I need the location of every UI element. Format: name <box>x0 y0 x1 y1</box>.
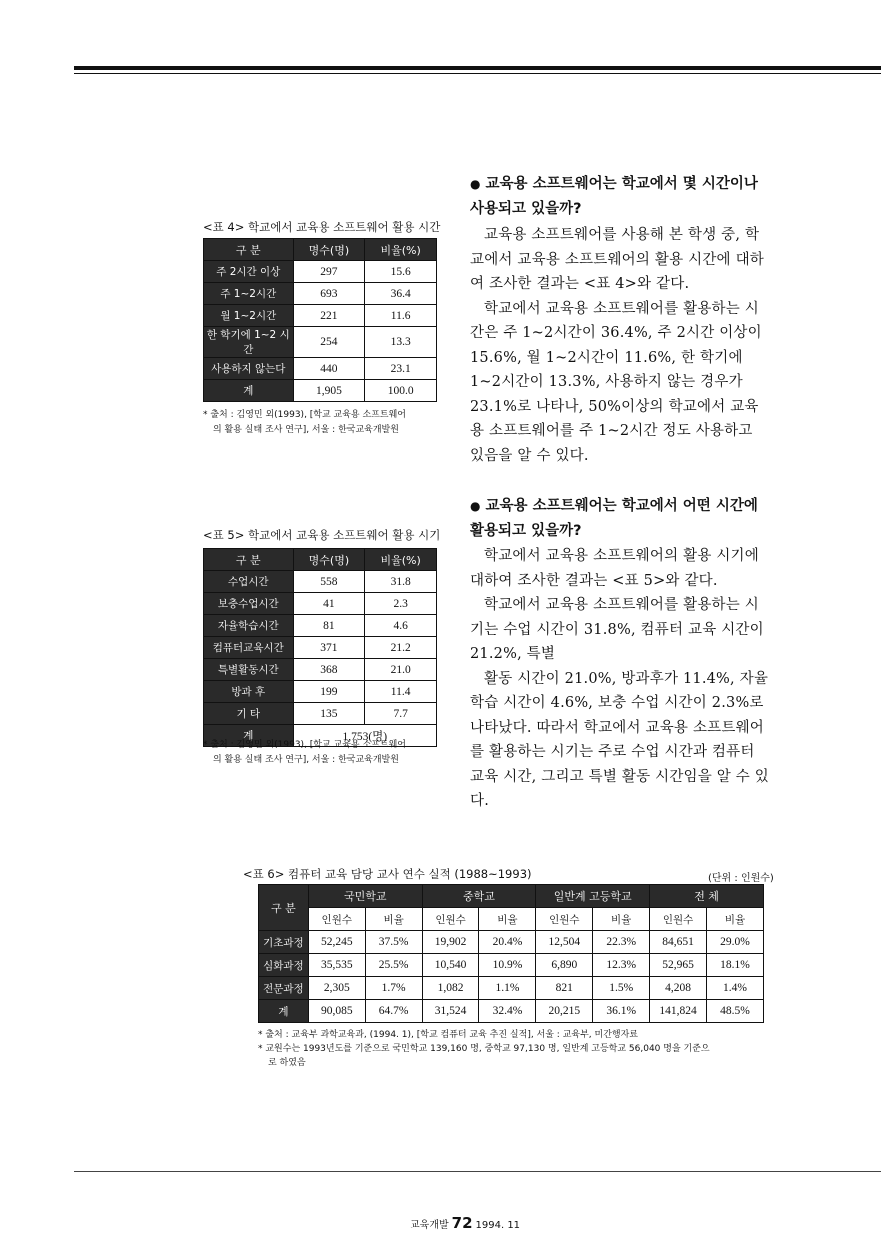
table5-count: 199 <box>293 681 365 703</box>
section1-heading-text: 교육용 소프트웨어는 학교에서 몇 시간이나 사용되고 있을까? <box>470 176 758 217</box>
table-row <box>204 593 437 615</box>
table5-row-label: 방과 후 <box>204 681 294 703</box>
table4-row-label: 한 학기에 1~2 시간 <box>204 327 294 358</box>
table4 <box>203 238 437 402</box>
table6-cell: 36.1% <box>593 1000 650 1023</box>
table4-row-label: 사용하지 않는다 <box>204 358 294 380</box>
table6-cell: 1.5% <box>593 977 650 1000</box>
table6-subheader: 비율 <box>365 908 422 931</box>
table5-source-line: 의 활용 실태 조사 연구], 서울 : 한국교육개발원 <box>213 755 399 765</box>
table6-cell: 1,082 <box>422 977 479 1000</box>
table5-row-label: 기 타 <box>204 703 294 725</box>
table4-header: 구 분 <box>204 239 294 261</box>
table6-cell: 31,524 <box>422 1000 479 1023</box>
table5-pct: 4.6 <box>365 615 437 637</box>
table5-total-label: 계 <box>204 725 294 747</box>
table6-cell: 1.4% <box>707 977 764 1000</box>
table6-cell: 141,824 <box>650 1000 707 1023</box>
table5-header: 구 분 <box>204 549 294 571</box>
paragraph: 활동 시간이 21.0%, 방과후가 11.4%, 자율 학습 시간이 4.6%, 보충 수업 시간이 2.3%로 나타났다. 따라서 학교에서 교육용 소프트웨어를 활용하는 시기는 주로 수업 시간과 컴퓨터 교육 시간, 그리고 특별 활동 시간임을 알 수 있다. <box>470 670 770 809</box>
table6-cell: 32.4% <box>479 1000 536 1023</box>
table4-source-line: * 출처 : 김영민 외(1993), [학교 교육용 소프트웨어 <box>203 410 406 420</box>
table6-cell: 821 <box>536 977 593 1000</box>
table-row <box>204 615 437 637</box>
table-row <box>204 571 437 593</box>
table4-pct: 11.6 <box>365 305 437 327</box>
table4-source <box>203 408 406 438</box>
table6-row-label: 심화과정 <box>259 954 309 977</box>
table6-row-label: 기초과정 <box>259 931 309 954</box>
table6-unit: (단위 : 인원수) <box>708 873 774 884</box>
table4-pct: 100.0 <box>365 380 437 402</box>
table4-pct: 15.6 <box>365 261 437 283</box>
bottom-rule <box>74 1171 881 1172</box>
footer-date: 1994. 11 <box>475 1220 521 1231</box>
table5-count: 81 <box>293 615 365 637</box>
table4-row-label: 주 1~2시간 <box>204 283 294 305</box>
table5-header: 명수(명) <box>293 549 365 571</box>
table5-source <box>203 738 406 768</box>
table6-cell: 84,651 <box>650 931 707 954</box>
table-row <box>259 931 764 954</box>
table4-header-row <box>204 239 437 261</box>
table6-subheader: 비율 <box>707 908 764 931</box>
footer-magazine: 교육개발 <box>410 1220 449 1231</box>
table6-cell: 19,902 <box>422 931 479 954</box>
table6-subheader: 비율 <box>593 908 650 931</box>
table5-row-label: 자율학습시간 <box>204 615 294 637</box>
table6-cell: 20.4% <box>479 931 536 954</box>
table6-cell: 12.3% <box>593 954 650 977</box>
section1-body <box>470 223 770 468</box>
table6-group-header: 일반계 고등학교 <box>536 885 650 908</box>
table5-pct: 21.2 <box>365 637 437 659</box>
bullet-icon: ● <box>470 177 481 191</box>
table6-row-header: 구 분 <box>259 885 309 931</box>
table6-cell: 10,540 <box>422 954 479 977</box>
table5-pct: 21.0 <box>365 659 437 681</box>
table4-pct: 36.4 <box>365 283 437 305</box>
table5 <box>203 548 437 747</box>
table5-pct: 2.3 <box>365 593 437 615</box>
table-row <box>204 283 437 305</box>
table6-cell: 25.5% <box>365 954 422 977</box>
table6-cell: 90,085 <box>308 1000 365 1023</box>
table5-count: 135 <box>293 703 365 725</box>
table6-cell: 12,504 <box>536 931 593 954</box>
table6-cell: 48.5% <box>707 1000 764 1023</box>
table-row <box>204 358 437 380</box>
table6-cell: 64.7% <box>365 1000 422 1023</box>
table4-caption: <표 4> 학교에서 교육용 소프트웨어 활용 시간 <box>203 220 441 234</box>
table5-row-label: 보충수업시간 <box>204 593 294 615</box>
table6-cell: 1.7% <box>365 977 422 1000</box>
table5-row-label: 특별활동시간 <box>204 659 294 681</box>
table6-group-header: 전 체 <box>650 885 764 908</box>
table6-group-header: 중학교 <box>422 885 536 908</box>
table6-note: * 교원수는 1993년도를 기준으로 국민학교 139,160 명, 중학교 97,130 명, 일반계 고등학교 56,040 명을 기준으 <box>258 1044 710 1054</box>
table4-source-line: 의 활용 실태 조사 연구], 서울 : 한국교육개발원 <box>213 425 399 435</box>
table6-group-row <box>259 885 764 908</box>
table-row <box>204 305 437 327</box>
table4-pct: 23.1 <box>365 358 437 380</box>
table-row <box>204 327 437 358</box>
table5-pct: 11.4 <box>365 681 437 703</box>
table6-subheader: 인원수 <box>650 908 707 931</box>
table4-row-label: 주 2시간 이상 <box>204 261 294 283</box>
table6-cell: 20,215 <box>536 1000 593 1023</box>
paragraph: 학교에서 교육용 소프트웨어의 활용 시기에 대하여 조사한 결과는 <표 5>와 같다. <box>470 548 759 589</box>
table6-cell: 22.3% <box>593 931 650 954</box>
table4-count: 440 <box>293 358 365 380</box>
page-number: 72 <box>451 1214 473 1232</box>
section2-heading <box>470 494 770 544</box>
table-row <box>259 1000 764 1023</box>
table6-cell: 18.1% <box>707 954 764 977</box>
table4-row-label: 계 <box>204 380 294 402</box>
table6-note: * 출처 : 교육부 과학교육과, (1994. 1), [학교 컴퓨터 교육 추진 실적], 서울 : 교육부, 미간행자료 <box>258 1030 638 1040</box>
table-row <box>259 954 764 977</box>
table5-count: 41 <box>293 593 365 615</box>
table-row <box>204 659 437 681</box>
table4-count: 1,905 <box>293 380 365 402</box>
table5-count: 558 <box>293 571 365 593</box>
table5-header: 비율(%) <box>365 549 437 571</box>
table5-header-row <box>204 549 437 571</box>
table4-pct: 13.3 <box>365 327 437 358</box>
table4-count: 693 <box>293 283 365 305</box>
table5-count: 371 <box>293 637 365 659</box>
paragraph: 교육용 소프트웨어를 사용해 본 학생 중, 학교에서 교육용 소프트웨어의 활용 시간에 대하여 조사한 결과는 <표 4>와 같다. <box>470 227 764 292</box>
table6-cell: 1.1% <box>479 977 536 1000</box>
table6-cell: 29.0% <box>707 931 764 954</box>
table5-source-line: * 출처 : 김영민 외(1993), [학교 교육용 소프트웨어 <box>203 740 406 750</box>
section2-heading-text: 교육용 소프트웨어는 학교에서 어떤 시간에 활용되고 있을까? <box>470 498 758 539</box>
table5-count: 368 <box>293 659 365 681</box>
table6-cell: 2,305 <box>308 977 365 1000</box>
table4-header: 명수(명) <box>293 239 365 261</box>
table6-cell: 52,245 <box>308 931 365 954</box>
table5-total-value: 1,753(명) <box>293 725 436 747</box>
table6-cell: 35,535 <box>308 954 365 977</box>
table6-subheader: 인원수 <box>422 908 479 931</box>
page-footer <box>410 1214 520 1232</box>
top-rule-thick <box>74 66 881 70</box>
table6-row-label: 계 <box>259 1000 309 1023</box>
table5-row-label: 수업시간 <box>204 571 294 593</box>
top-rule-thin <box>74 73 881 74</box>
table6-notes <box>258 1028 710 1070</box>
table6-cell: 52,965 <box>650 954 707 977</box>
table6 <box>258 884 764 1023</box>
table6-subheader: 인원수 <box>536 908 593 931</box>
table6-cell: 6,890 <box>536 954 593 977</box>
table6-subheader-row <box>259 908 764 931</box>
table4-count: 221 <box>293 305 365 327</box>
table4-header: 비율(%) <box>365 239 437 261</box>
table4-count: 297 <box>293 261 365 283</box>
table6-cell: 4,208 <box>650 977 707 1000</box>
table-row <box>204 703 437 725</box>
paragraph: 학교에서 교육용 소프트웨어를 활용하는 시기는 수업 시간이 31.8%, 컴퓨터 교육 시간이 21.2%, 특별 <box>470 597 764 662</box>
paragraph: 학교에서 교육용 소프트웨어를 활용하는 시간은 주 1~2시간이 36.4%, 주 2시간 이상이 15.6%, 월 1~2시간이 11.6%, 한 학기에 1~2시간이 13.3%, 사용하지 않는 경우가 23.1%로 나타나, 50%이상의 학교에서 교육용 소프트웨어를 주 1~2시간 정도 사용하고 있음을 알 수 있다. <box>470 300 762 464</box>
table6-cell: 10.9% <box>479 954 536 977</box>
table-row <box>259 977 764 1000</box>
table6-subheader: 인원수 <box>308 908 365 931</box>
table6-row-label: 전문과정 <box>259 977 309 1000</box>
table6-cell: 37.5% <box>365 931 422 954</box>
table-row <box>204 380 437 402</box>
table6-caption: <표 6> 컴퓨터 교육 담당 교사 연수 실적 (1988~1993) <box>243 867 532 881</box>
table-row <box>204 261 437 283</box>
table5-row-label: 컴퓨터교육시간 <box>204 637 294 659</box>
table-row <box>204 637 437 659</box>
table5-pct: 31.8 <box>365 571 437 593</box>
table4-row-label: 월 1~2시간 <box>204 305 294 327</box>
table4-count: 254 <box>293 327 365 358</box>
table-row <box>204 681 437 703</box>
table5-caption: <표 5> 학교에서 교육용 소프트웨어 활용 시기 <box>203 528 441 542</box>
table6-note: 로 하였음 <box>268 1058 306 1068</box>
table6-group-header: 국민학교 <box>308 885 422 908</box>
section2-body <box>470 544 770 814</box>
bullet-icon: ● <box>470 499 481 513</box>
table5-pct: 7.7 <box>365 703 437 725</box>
table6-subheader: 비율 <box>479 908 536 931</box>
section1-heading <box>470 172 770 222</box>
